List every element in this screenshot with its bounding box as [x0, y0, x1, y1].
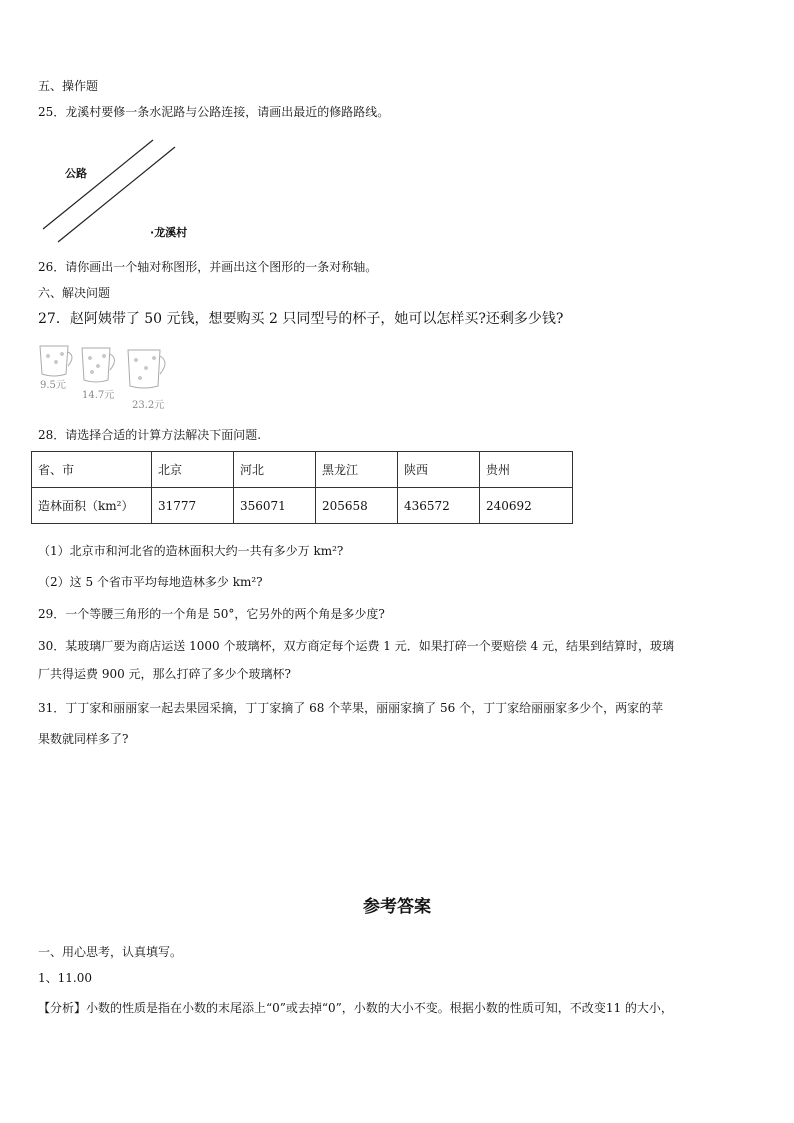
forest-area-table	[31, 451, 573, 524]
table-cell: 河北	[234, 452, 316, 488]
question-27: 27．赵阿姨带了 50 元钱，想要购买 2 只同型号的杯子，她可以怎样买?还剩多少钱?	[38, 311, 564, 327]
table-cell: 240692	[480, 488, 573, 524]
question-31-line-2: 果数就同样多了?	[38, 732, 129, 746]
question-30-line-2: 厂共得运费 900 元，那么打碎了多少个玻璃杯?	[38, 667, 291, 681]
table-cell: 陕西	[398, 452, 480, 488]
table-cell: 436572	[398, 488, 480, 524]
question-28: 28．请选择合适的计算方法解决下面问题.	[38, 428, 262, 442]
village-point: ·	[150, 226, 155, 239]
village-label: 龙溪村	[154, 226, 188, 239]
cups-figure	[36, 340, 176, 412]
cup-price-1: 9.5元	[40, 380, 66, 391]
section-heading-operations: 五、操作题	[38, 79, 99, 93]
answers-title: 参考答案	[363, 897, 431, 917]
answer-1: 1、11.00	[38, 971, 92, 985]
table-row	[32, 488, 573, 524]
road-line-upper	[43, 140, 153, 229]
cup-price-2: 14.7元	[82, 390, 115, 401]
question-28-sub-2: （2）这 5 个省市平均每地造林多少 km²?	[38, 575, 263, 589]
table-cell: 贵州	[480, 452, 573, 488]
table-cell: 省、市	[32, 452, 152, 488]
question-28-sub-1: （1）北京市和河北省的造林面积大约一共有多少万 km²?	[38, 544, 344, 558]
question-30-line-1: 30．某玻璃厂要为商店运送 1000 个玻璃杯，双方商定每个运费 1 元．如果打碎一个要赔偿 4 元，结果到结算时，玻璃	[38, 639, 674, 653]
village-marker	[150, 225, 187, 241]
cup-icon	[82, 348, 115, 382]
question-25: 25．龙溪村要修一条水泥路与公路连接，请画出最近的修路路线。	[38, 105, 390, 119]
table-cell: 黑龙江	[316, 452, 398, 488]
table-header-row	[32, 452, 573, 488]
question-31-line-1: 31．丁丁家和丽丽家一起去果园采摘，丁丁家摘了 68 个苹果，丽丽家摘了 56 个，丁丁家给丽丽家多少个，两家的苹	[38, 701, 664, 715]
answer-1-analysis: 【分析】小数的性质是指在小数的末尾添上“0”或去掉“0”，小数的大小不变。根据小数的性质可知，不改变11 的大小，	[38, 1001, 673, 1015]
cup-icon	[128, 350, 165, 388]
table-cell: 356071	[234, 488, 316, 524]
question-26: 26．请你画出一个轴对称图形，并画出这个图形的一条对称轴。	[38, 260, 378, 274]
section-heading-problems: 六、解决问题	[38, 286, 111, 300]
table-cell: 造林面积（km²）	[32, 488, 152, 524]
cup-icon	[40, 346, 72, 376]
table-cell: 205658	[316, 488, 398, 524]
road-label: 公路	[65, 167, 87, 180]
answers-section-heading: 一、用心思考，认真填写。	[38, 945, 183, 959]
table-cell: 31777	[152, 488, 234, 524]
table-cell: 北京	[152, 452, 234, 488]
cup-price-3: 23.2元	[132, 400, 165, 411]
question-29: 29．一个等腰三角形的一个角是 50°，它另外的两个角是多少度?	[38, 607, 385, 621]
